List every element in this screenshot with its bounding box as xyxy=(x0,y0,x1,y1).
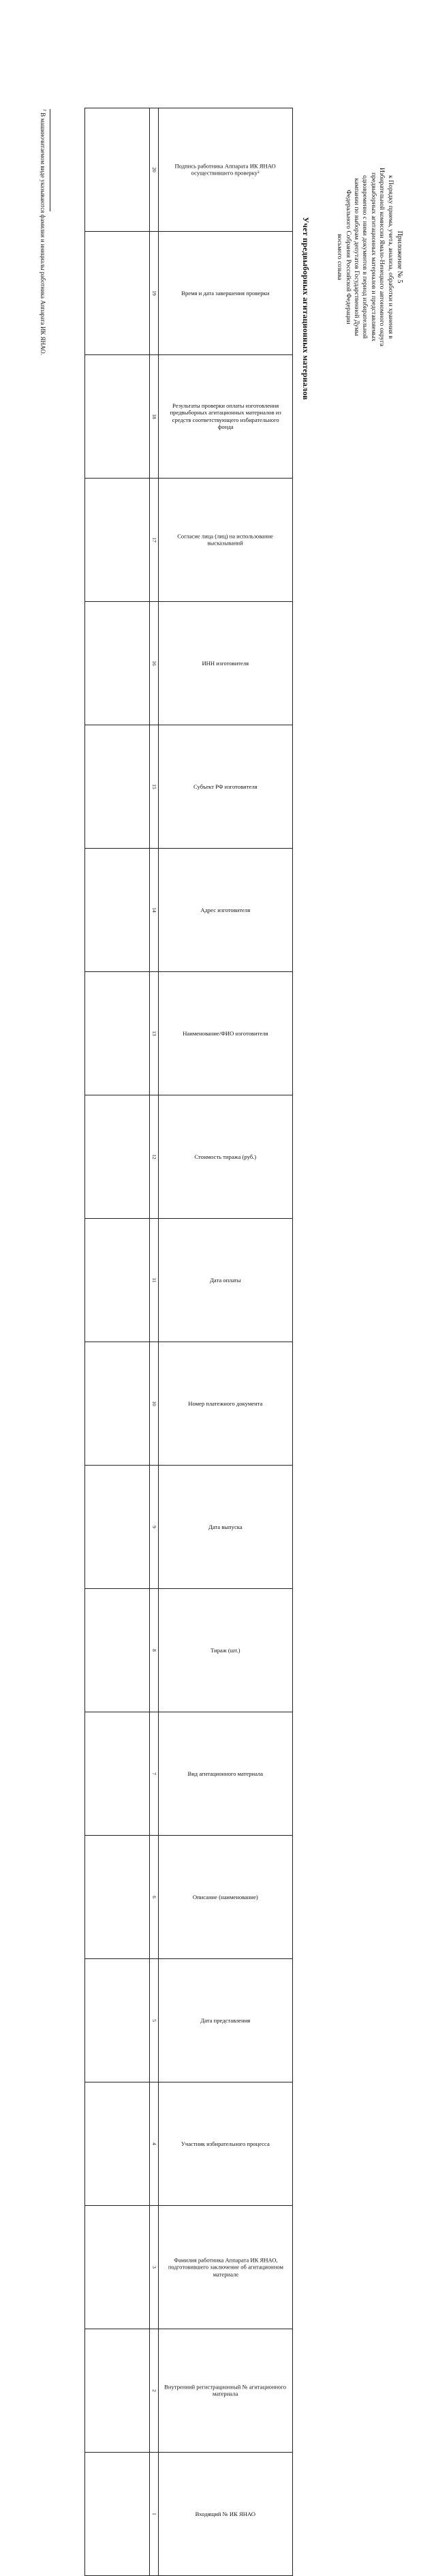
column-header xyxy=(159,2329,293,2453)
column-header xyxy=(159,602,293,725)
column-header-text: Участник избирательного процесса xyxy=(181,2140,270,2147)
footnote-text: В машиночитаемом виде указываются фамилия и инициалы работника Аппарата ИК ЯНАО. xyxy=(40,112,46,355)
empty-data-row xyxy=(85,108,150,2576)
column-header-text: Внутренний регистрационный № агитационного материала xyxy=(164,2383,287,2397)
column-number: 8 xyxy=(150,1589,159,1712)
table-cell xyxy=(85,2453,150,2576)
table-cell xyxy=(85,972,150,1095)
column-number: 20 xyxy=(150,108,159,232)
column-number: 16 xyxy=(150,602,159,725)
column-header xyxy=(159,1836,293,1959)
column-number: 13 xyxy=(150,972,159,1095)
column-header xyxy=(159,1095,293,1219)
appendix-line: к Порядку приема, учета, анализа, обработки и хранения в xyxy=(386,175,394,339)
appendix-line: Федерального Собрания Российской Федерации xyxy=(344,190,352,324)
column-header-text: Субъект РФ изготовителя xyxy=(193,783,258,790)
column-header xyxy=(159,2082,293,2206)
header-row xyxy=(159,108,293,2576)
column-header xyxy=(159,355,293,479)
table-cell xyxy=(85,1219,150,1342)
column-header-text: Наименование/ФИО изготовителя xyxy=(183,1029,268,1037)
column-header xyxy=(159,108,293,232)
column-number: 3 xyxy=(150,2206,159,2329)
column-number: 10 xyxy=(150,1342,159,1466)
table-cell xyxy=(85,479,150,602)
column-header xyxy=(159,1219,293,1342)
column-header xyxy=(159,972,293,1095)
column-header xyxy=(159,2206,293,2329)
column-header-text: ИНН изготовителя xyxy=(202,659,249,667)
column-number: 4 xyxy=(150,2082,159,2206)
table-cell xyxy=(85,1095,150,1219)
table-title: Учет предвыборных агитационных материалов xyxy=(301,217,311,400)
table-cell xyxy=(85,1589,150,1712)
column-number-row xyxy=(150,108,159,2576)
column-header xyxy=(159,849,293,972)
column-header-text: Дата оплаты xyxy=(210,1276,241,1284)
column-header-text: Стоимость тиража (руб.) xyxy=(194,1153,257,1160)
table-cell xyxy=(85,2082,150,2206)
footnote xyxy=(39,109,48,491)
column-number: 5 xyxy=(150,1959,159,2082)
table-cell xyxy=(85,1959,150,2082)
appendix-line: предвыборных агитационных материалов и представляемых xyxy=(369,172,377,342)
column-header-text: Время и дата завершения проверки xyxy=(181,289,270,297)
column-number: 14 xyxy=(150,849,159,972)
column-header-text: Номер платежного документа xyxy=(188,1399,263,1407)
appendix-line: восьмого созыва xyxy=(336,234,344,280)
table-cell xyxy=(85,232,150,355)
column-header xyxy=(159,1959,293,2082)
column-number: 2 xyxy=(150,2329,159,2453)
column-number: 7 xyxy=(150,1712,159,1836)
column-header xyxy=(159,479,293,602)
appendix-line: одновременно с ними документов в период избирательной xyxy=(361,175,369,339)
footnote-mark: 2 xyxy=(42,109,46,111)
column-number: 12 xyxy=(150,1095,159,1219)
appendix-title: Приложение № 5 xyxy=(396,230,403,284)
column-header-text: Входящий № ИК ЯНАО xyxy=(195,2510,256,2517)
column-number: 11 xyxy=(150,1219,159,1342)
table-cell xyxy=(85,1712,150,1836)
appendix-line: Избирательной комиссии Ямало-Ненецкого автономного округа xyxy=(378,167,386,347)
column-header-text: Описание (наименование) xyxy=(193,1893,258,1900)
appendix-line: кампании по выборам депутатов Государственной Думы xyxy=(352,178,360,336)
table-cell xyxy=(85,2206,150,2329)
column-header xyxy=(159,1466,293,1589)
column-number: 6 xyxy=(150,1836,159,1959)
column-header-text: Результаты проверки оплаты изготовления предвыборных агитационных материалов из средств соответствующего избирательного фонда xyxy=(170,402,281,431)
column-header-text: Фамилия работника Аппарата ИК ЯНАО, подготовившего заключение об агитационном материале xyxy=(168,2256,283,2278)
column-header-text: Подпись работника Аппарата ИК ЯНАО осуществившего проверку² xyxy=(174,162,277,177)
column-header xyxy=(159,1589,293,1712)
table-cell xyxy=(85,2329,150,2453)
column-number: 17 xyxy=(150,479,159,602)
appendix-block xyxy=(335,110,403,404)
table-cell xyxy=(85,1836,150,1959)
materials-table xyxy=(84,108,293,2576)
column-header-text: Вид агитационного материала xyxy=(187,1770,264,1777)
column-header-text: Дата выпуска xyxy=(208,1523,243,1530)
column-header-text: Адрес изготовителя xyxy=(200,906,251,913)
column-number: 18 xyxy=(150,355,159,479)
column-number: 15 xyxy=(150,725,159,849)
column-header-text: Дата представления xyxy=(200,2016,251,2024)
column-number: 9 xyxy=(150,1466,159,1589)
column-header-text: Согласие лица (лиц) на использование высказываний xyxy=(177,532,274,547)
column-header xyxy=(159,725,293,849)
column-number: 19 xyxy=(150,232,159,355)
table-cell xyxy=(85,1342,150,1466)
column-header xyxy=(159,1342,293,1466)
table-cell xyxy=(85,849,150,972)
table-cell xyxy=(85,602,150,725)
column-header xyxy=(159,2453,293,2576)
table-cell xyxy=(85,108,150,232)
table-cell xyxy=(85,1466,150,1589)
table-cell xyxy=(85,725,150,849)
column-header xyxy=(159,1712,293,1836)
column-header-text: Тираж (шт.) xyxy=(211,1646,240,1654)
table-cell xyxy=(85,355,150,479)
column-number: 1 xyxy=(150,2453,159,2576)
column-header xyxy=(159,232,293,355)
